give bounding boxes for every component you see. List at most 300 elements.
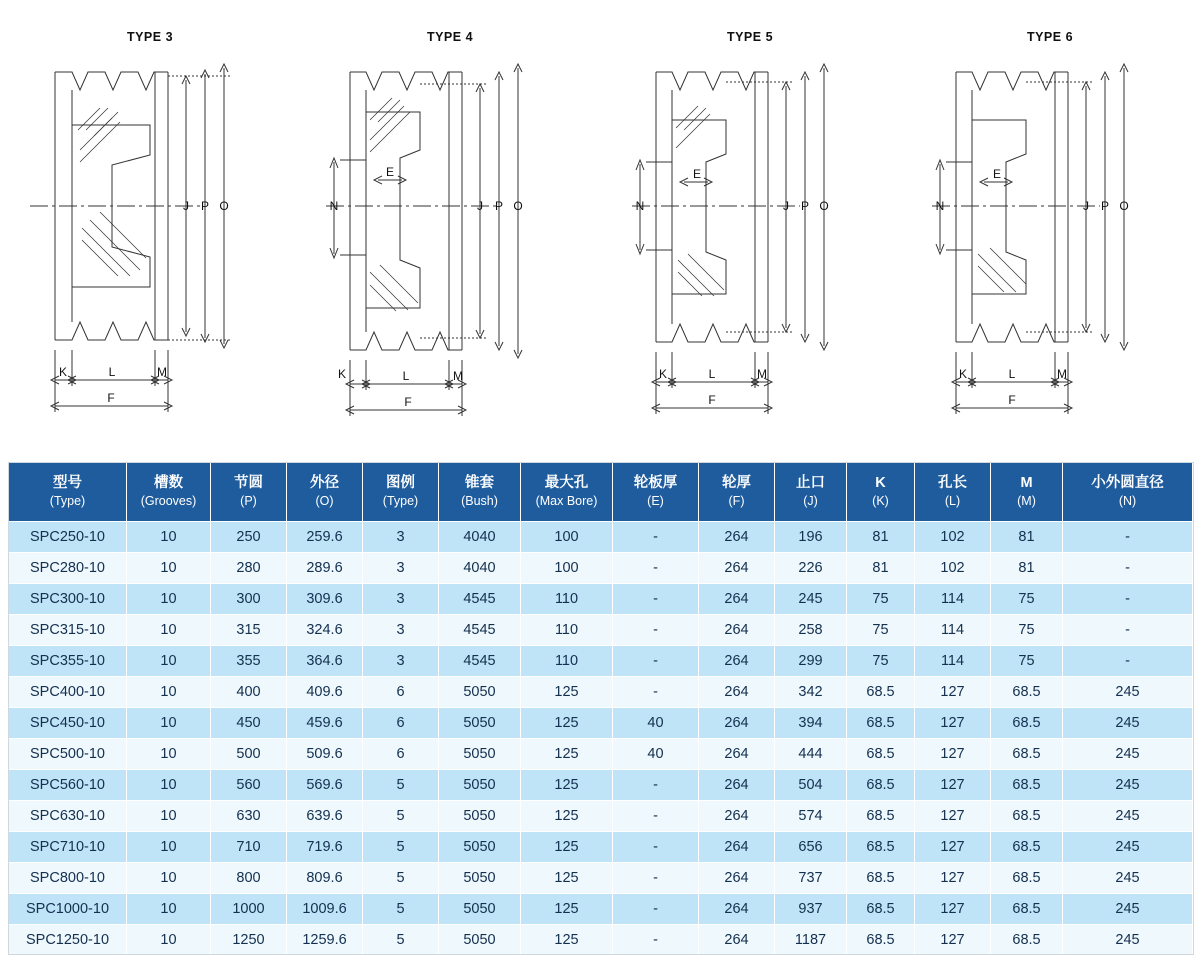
table-cell: 264 (699, 615, 775, 646)
diagram-type-5 (600, 0, 900, 452)
table-cell: 68.5 (847, 770, 915, 801)
table-cell: - (613, 863, 699, 894)
col-main: 图例 (386, 474, 415, 491)
col-main: 孔长 (938, 474, 967, 491)
dim-label-P: P (1100, 199, 1110, 213)
table-cell: 10 (127, 553, 211, 584)
table-cell: - (1063, 522, 1193, 553)
table-cell: 264 (699, 646, 775, 677)
table-cell: 710 (211, 832, 287, 863)
header-row (9, 463, 1193, 522)
table-cell: 10 (127, 925, 211, 956)
table-cell: 299 (775, 646, 847, 677)
dim-label-F: F (1008, 393, 1016, 407)
table-cell: 81 (991, 553, 1063, 584)
table-cell: 719.6 (287, 832, 363, 863)
dim-label-M: M (453, 369, 463, 383)
table-cell: 10 (127, 615, 211, 646)
table-cell: 5 (363, 801, 439, 832)
col-main: M (1020, 474, 1033, 491)
table-row (9, 925, 1193, 956)
table-cell: 127 (915, 925, 991, 956)
table-cell: 3 (363, 584, 439, 615)
table-cell: 289.6 (287, 553, 363, 584)
dim-label-K: K (958, 367, 968, 381)
table-cell: 102 (915, 553, 991, 584)
diagram-type-4 (300, 0, 600, 452)
dim-label-L: L (1008, 367, 1016, 381)
table-cell: 245 (1063, 863, 1193, 894)
diagram-title: TYPE 3 (126, 30, 174, 44)
table-cell: 68.5 (847, 863, 915, 894)
table-cell: 68.5 (847, 925, 915, 956)
table-cell: 10 (127, 894, 211, 925)
dim-label-J: J (1083, 199, 1089, 213)
dim-label-P: P (200, 199, 210, 213)
col-sub: (J) (803, 494, 818, 509)
table-row (9, 801, 1193, 832)
table-cell: 125 (521, 801, 613, 832)
dim-label-P: P (494, 199, 504, 213)
diagram-row (0, 0, 1200, 452)
dim-label-O: O (819, 199, 829, 213)
dim-label-J: J (183, 199, 189, 213)
table-cell: 68.5 (991, 801, 1063, 832)
cell-type: SPC500-10 (9, 739, 127, 770)
table-cell: 5 (363, 770, 439, 801)
table-cell: 102 (915, 522, 991, 553)
cell-type: SPC560-10 (9, 770, 127, 801)
col-header-outside-diameter (287, 463, 363, 522)
dim-label-M: M (757, 367, 767, 381)
spec-table-wrapper (8, 462, 1192, 956)
table-cell: 10 (127, 770, 211, 801)
table-cell: 245 (1063, 708, 1193, 739)
col-main: 外径 (310, 474, 339, 491)
diagram-title: TYPE 6 (1026, 30, 1074, 44)
table-cell: 245 (1063, 801, 1193, 832)
col-header-bore-length (915, 463, 991, 522)
table-cell: 355 (211, 646, 287, 677)
table-cell: 264 (699, 925, 775, 956)
table-cell: 5 (363, 925, 439, 956)
table-cell: 315 (211, 615, 287, 646)
table-cell: 400 (211, 677, 287, 708)
table-cell: - (613, 615, 699, 646)
table-cell: 737 (775, 863, 847, 894)
dim-label-F: F (708, 393, 716, 407)
table-row (9, 584, 1193, 615)
diagram-title: TYPE 4 (426, 30, 474, 44)
table-cell: 394 (775, 708, 847, 739)
spec-table (8, 462, 1193, 956)
dim-label-F: F (107, 391, 115, 405)
col-header-bush (439, 463, 521, 522)
col-sub: (P) (240, 494, 257, 509)
table-row (9, 894, 1193, 925)
col-main: 小外圆直径 (1091, 474, 1164, 491)
table-cell: 3 (363, 646, 439, 677)
table-cell: 444 (775, 739, 847, 770)
table-cell: 127 (915, 708, 991, 739)
table-cell: 10 (127, 708, 211, 739)
col-header-small-outer-diameter (1063, 463, 1193, 522)
table-cell: 245 (1063, 925, 1193, 956)
table-cell: - (613, 770, 699, 801)
dim-label-N: N (329, 199, 339, 213)
table-row (9, 522, 1193, 553)
table-cell: 110 (521, 615, 613, 646)
table-cell: 10 (127, 832, 211, 863)
table-cell: 75 (847, 584, 915, 615)
table-cell: 639.6 (287, 801, 363, 832)
cell-type: SPC315-10 (9, 615, 127, 646)
table-cell: 10 (127, 863, 211, 894)
table-cell: 459.6 (287, 708, 363, 739)
table-cell: 258 (775, 615, 847, 646)
dim-label-O: O (219, 199, 229, 213)
col-header-type (9, 463, 127, 522)
col-header-k (847, 463, 915, 522)
table-cell: 127 (915, 677, 991, 708)
dim-label-L: L (708, 367, 716, 381)
dim-label-L: L (402, 369, 410, 383)
table-cell: 264 (699, 801, 775, 832)
table-cell: 264 (699, 708, 775, 739)
pulley-drawing-type-3 (0, 50, 300, 420)
table-cell: - (613, 646, 699, 677)
table-cell: 656 (775, 832, 847, 863)
table-cell: 245 (1063, 739, 1193, 770)
col-main: 槽数 (154, 474, 183, 491)
table-cell: 1000 (211, 894, 287, 925)
table-cell: 250 (211, 522, 287, 553)
spec-table-body (9, 522, 1193, 956)
diagram-type-3 (0, 0, 300, 452)
table-cell: 309.6 (287, 584, 363, 615)
table-cell: 226 (775, 553, 847, 584)
table-cell: 10 (127, 646, 211, 677)
cell-type: SPC355-10 (9, 646, 127, 677)
table-cell: - (613, 553, 699, 584)
col-header-m (991, 463, 1063, 522)
table-cell: 68.5 (847, 677, 915, 708)
table-row (9, 677, 1193, 708)
table-cell: 125 (521, 863, 613, 894)
table-cell: - (613, 584, 699, 615)
table-cell: 125 (521, 894, 613, 925)
col-main: 轮厚 (722, 474, 751, 491)
dim-label-P: P (800, 199, 810, 213)
table-cell: 5050 (439, 832, 521, 863)
table-cell: - (1063, 553, 1193, 584)
table-cell: 68.5 (991, 770, 1063, 801)
table-cell: 68.5 (991, 708, 1063, 739)
col-main: 型号 (53, 474, 82, 491)
table-cell: 264 (699, 522, 775, 553)
table-cell: 10 (127, 584, 211, 615)
table-cell: 4545 (439, 615, 521, 646)
table-cell: 1009.6 (287, 894, 363, 925)
dim-label-L: L (108, 365, 116, 379)
table-cell: 4545 (439, 584, 521, 615)
table-cell: 245 (1063, 832, 1193, 863)
table-cell: 245 (1063, 677, 1193, 708)
table-cell: 127 (915, 801, 991, 832)
table-cell: 10 (127, 522, 211, 553)
table-cell: 5050 (439, 925, 521, 956)
table-row (9, 708, 1193, 739)
table-cell: 560 (211, 770, 287, 801)
table-row (9, 739, 1193, 770)
table-cell: 10 (127, 801, 211, 832)
dim-label-F: F (404, 395, 412, 409)
table-cell: 1187 (775, 925, 847, 956)
table-cell: 574 (775, 801, 847, 832)
table-cell: 264 (699, 832, 775, 863)
table-cell: 5050 (439, 801, 521, 832)
table-cell: - (613, 677, 699, 708)
table-cell: 264 (699, 584, 775, 615)
table-cell: 125 (521, 832, 613, 863)
table-cell: 264 (699, 770, 775, 801)
table-cell: 68.5 (991, 832, 1063, 863)
table-cell: 5 (363, 863, 439, 894)
table-cell: 110 (521, 584, 613, 615)
table-cell: 68.5 (991, 739, 1063, 770)
col-header-web-thickness (613, 463, 699, 522)
cell-type: SPC800-10 (9, 863, 127, 894)
cell-type: SPC400-10 (9, 677, 127, 708)
table-cell: 40 (613, 708, 699, 739)
col-main: 锥套 (465, 474, 494, 491)
dim-label-N: N (935, 199, 945, 213)
table-cell: 300 (211, 584, 287, 615)
table-cell: 114 (915, 615, 991, 646)
table-cell: 125 (521, 708, 613, 739)
table-cell: 1259.6 (287, 925, 363, 956)
table-row (9, 832, 1193, 863)
table-cell: 68.5 (847, 708, 915, 739)
table-cell: 81 (847, 553, 915, 584)
table-cell: 342 (775, 677, 847, 708)
col-sub: (N) (1118, 494, 1137, 509)
table-cell: 800 (211, 863, 287, 894)
table-cell: 409.6 (287, 677, 363, 708)
cell-type: SPC250-10 (9, 522, 127, 553)
col-main: K (875, 474, 886, 491)
dim-label-M: M (1057, 367, 1067, 381)
table-cell: 264 (699, 553, 775, 584)
table-cell: 10 (127, 677, 211, 708)
pulley-drawing-type-5 (600, 50, 900, 420)
table-cell: 196 (775, 522, 847, 553)
table-cell: 4545 (439, 646, 521, 677)
pulley-drawing-type-6 (900, 50, 1200, 420)
table-cell: 125 (521, 925, 613, 956)
table-cell: 10 (127, 739, 211, 770)
cell-type: SPC280-10 (9, 553, 127, 584)
dim-label-O: O (513, 199, 523, 213)
cell-type: SPC450-10 (9, 708, 127, 739)
dim-label-K: K (58, 365, 68, 379)
cell-type: SPC1250-10 (9, 925, 127, 956)
table-cell: 127 (915, 739, 991, 770)
pulley-drawing-type-4 (300, 50, 600, 420)
col-header-max-bore (521, 463, 613, 522)
dim-label-E: E (385, 165, 395, 179)
table-cell: - (1063, 646, 1193, 677)
col-main: 轮板厚 (633, 474, 678, 491)
table-cell: 68.5 (847, 832, 915, 863)
table-cell: 264 (699, 863, 775, 894)
table-cell: 809.6 (287, 863, 363, 894)
table-cell: 4040 (439, 553, 521, 584)
table-cell: 68.5 (847, 801, 915, 832)
table-cell: - (613, 894, 699, 925)
table-row (9, 646, 1193, 677)
cell-type: SPC1000-10 (9, 894, 127, 925)
dim-label-E: E (692, 167, 702, 181)
table-cell: 125 (521, 739, 613, 770)
table-cell: 3 (363, 522, 439, 553)
col-sub: (E) (647, 494, 664, 509)
table-cell: 110 (521, 646, 613, 677)
diagram-type-6 (900, 0, 1200, 452)
col-main: 最大孔 (544, 474, 589, 491)
table-cell: 245 (1063, 894, 1193, 925)
col-main: 节圆 (234, 474, 263, 491)
table-cell: 280 (211, 553, 287, 584)
table-cell: 264 (699, 677, 775, 708)
col-header-pitch-diameter (211, 463, 287, 522)
table-cell: - (613, 832, 699, 863)
dim-label-O: O (1119, 199, 1129, 213)
table-cell: 5050 (439, 894, 521, 925)
col-sub: (L) (944, 494, 961, 509)
diagram-title: TYPE 5 (726, 30, 774, 44)
table-cell: 127 (915, 832, 991, 863)
col-sub: (Type) (382, 494, 419, 509)
cell-type: SPC300-10 (9, 584, 127, 615)
table-cell: - (613, 522, 699, 553)
table-cell: 5 (363, 832, 439, 863)
table-cell: 569.6 (287, 770, 363, 801)
table-cell: 1250 (211, 925, 287, 956)
table-cell: 75 (847, 615, 915, 646)
table-cell: 6 (363, 708, 439, 739)
table-row (9, 615, 1193, 646)
col-sub: (O) (315, 494, 334, 509)
col-sub: (F) (728, 494, 745, 509)
spec-table-head (9, 463, 1193, 522)
col-header-grooves (127, 463, 211, 522)
table-cell: 114 (915, 584, 991, 615)
table-cell: 75 (991, 584, 1063, 615)
table-cell: 127 (915, 770, 991, 801)
dim-label-N: N (635, 199, 645, 213)
table-cell: 324.6 (287, 615, 363, 646)
table-cell: - (1063, 615, 1193, 646)
col-sub: (K) (872, 494, 889, 509)
table-cell: 6 (363, 739, 439, 770)
table-cell: 3 (363, 553, 439, 584)
dim-label-E: E (992, 167, 1002, 181)
table-cell: 5 (363, 894, 439, 925)
dim-label-J: J (477, 199, 483, 213)
table-cell: 127 (915, 894, 991, 925)
table-cell: 504 (775, 770, 847, 801)
table-cell: 4040 (439, 522, 521, 553)
table-cell: 364.6 (287, 646, 363, 677)
table-cell: 500 (211, 739, 287, 770)
table-cell: 509.6 (287, 739, 363, 770)
table-cell: 75 (847, 646, 915, 677)
col-header-drawing-type (363, 463, 439, 522)
col-main: 止口 (796, 474, 825, 491)
dim-label-K: K (337, 367, 347, 381)
table-cell: 100 (521, 522, 613, 553)
table-cell: 450 (211, 708, 287, 739)
table-cell: 68.5 (991, 677, 1063, 708)
cell-type: SPC630-10 (9, 801, 127, 832)
table-cell: 245 (1063, 770, 1193, 801)
table-row (9, 553, 1193, 584)
cell-type: SPC710-10 (9, 832, 127, 863)
dim-label-M: M (157, 365, 167, 379)
table-cell: 264 (699, 894, 775, 925)
table-cell: 68.5 (847, 739, 915, 770)
table-cell: - (1063, 584, 1193, 615)
table-row (9, 770, 1193, 801)
table-cell: 81 (991, 522, 1063, 553)
table-cell: 81 (847, 522, 915, 553)
table-cell: 264 (699, 739, 775, 770)
col-sub: (Max Bore) (535, 494, 598, 509)
table-cell: 68.5 (847, 894, 915, 925)
dim-label-K: K (658, 367, 668, 381)
table-cell: 3 (363, 615, 439, 646)
col-header-shoulder (775, 463, 847, 522)
table-cell: 245 (775, 584, 847, 615)
table-cell: 6 (363, 677, 439, 708)
table-cell: 114 (915, 646, 991, 677)
table-cell: - (613, 801, 699, 832)
dim-label-J: J (783, 199, 789, 213)
table-cell: - (613, 925, 699, 956)
col-header-rim-width (699, 463, 775, 522)
table-cell: 100 (521, 553, 613, 584)
table-cell: 259.6 (287, 522, 363, 553)
table-cell: 5050 (439, 708, 521, 739)
table-cell: 125 (521, 677, 613, 708)
table-cell: 75 (991, 615, 1063, 646)
table-cell: 937 (775, 894, 847, 925)
col-sub: (M) (1017, 494, 1036, 509)
col-sub: (Type) (49, 494, 86, 509)
table-cell: 68.5 (991, 925, 1063, 956)
col-sub: (Bush) (461, 494, 498, 509)
col-sub: (Grooves) (140, 494, 197, 509)
table-cell: 5050 (439, 863, 521, 894)
table-cell: 75 (991, 646, 1063, 677)
table-cell: 68.5 (991, 863, 1063, 894)
table-cell: 5050 (439, 677, 521, 708)
table-cell: 630 (211, 801, 287, 832)
table-row (9, 863, 1193, 894)
table-cell: 5050 (439, 770, 521, 801)
table-cell: 40 (613, 739, 699, 770)
